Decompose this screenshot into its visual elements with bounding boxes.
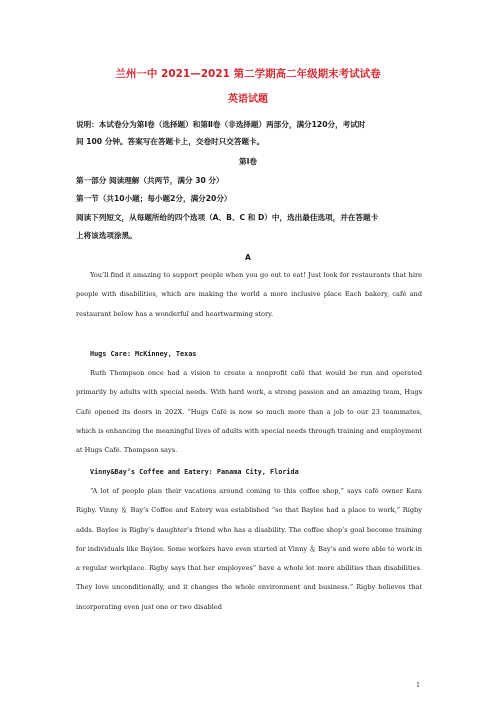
exam-subtitle: 英语试题 — [228, 94, 268, 105]
passage-paragraph-3: “A lot of people plan their vacations around coming to this coffee shop,” says café owner Kara Rigby. Vinny ＆ Bay’s Coffee and Eatery was established “so that Baylee had a place to work,” Rigby adds. Baylee is Rigby’s daughter’s friend who has a disability. The coffee shop’s goal become training for individuals like Baylee. Some workers have even started at Vinny ＆ Bay’s and were able to work in a regular workplace. Rigby says that her employees” have a whole lot more abilities than disabilities. They love unconditionally, and it changes the whole environment and business.” Rigby believes that incorporating even just one or two disabled — [76, 487, 422, 611]
volume-heading: 第Ⅰ卷 — [238, 157, 257, 166]
page-number: 1 — [416, 682, 420, 689]
passage-heading-1: Hugs Care: McKinney, Texas — [90, 350, 197, 358]
exam-title: 兰州一中 2021—2021 第二学期高二年级期末考试试卷 — [115, 68, 381, 80]
passage-label: A — [245, 253, 251, 262]
section-heading: 第一节（共10小题；每小题2分，满分20分） — [76, 194, 232, 203]
passage-paragraph-1: You’ll find it amazing to support people when you go out to eat! Just look for restaurants that hire people with disabilities, which are making the world a more inclusive place Each bakery, café and restaurant below has a wonderful and heartwarming story. — [76, 271, 422, 318]
directions-line-1: 阅读下列短文，从每题所给的四个选项（A、B、C 和 D）中，选出最佳选项，并在答题卡 — [76, 213, 379, 222]
instructions-line-2: 间 100 分钟。答案写在答题卡上，交卷时只交答题卡。 — [76, 137, 265, 146]
part-heading: 第一部分 阅读理解（共两节，满分 30 分） — [76, 176, 224, 185]
directions-line-2: 上将该选项涂黑。 — [76, 231, 137, 240]
instructions-line-1: 说明：本试卷分为第Ⅰ卷（选择题）和第Ⅱ卷（非选择题）两部分，满分120分，考试时 — [76, 120, 366, 129]
passage-heading-2: Vinny&Bay’s Coffee and Eatery: Panama City, Florida — [90, 468, 299, 476]
passage-paragraph-2: Ruth Thompson once had a vision to create a nonprofit café that would be run and operated primarily by adults with special needs. With hard work, a strong passion and an amazing team, Hugs Café opened its doors in 202X. “Hugs Café is now so much more than a job to our 23 teammates, which is enhancing the meaningful lives of adults with special needs through training and employment at Hugs Café. Thompson says. — [76, 369, 422, 455]
